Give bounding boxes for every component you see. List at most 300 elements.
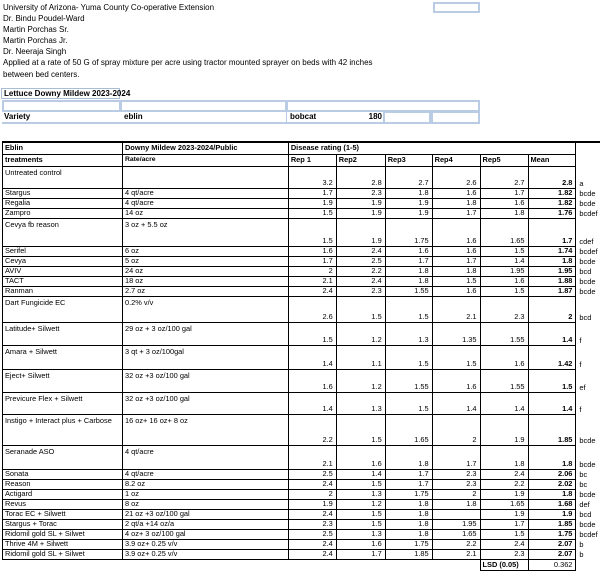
empty-cell-box (433, 2, 480, 13)
table-row (3, 256, 600, 266)
table-row (3, 188, 600, 198)
rep-cell: 2.4 (288, 549, 336, 559)
rep-cell: 1.7 (385, 469, 432, 479)
treatment-cell: Dart Fungicide EC (3, 296, 123, 322)
rep-cell: 1.6 (288, 246, 336, 256)
variety-row (2, 111, 480, 124)
rate-cell: 14 oz (122, 208, 288, 218)
stat-group-cell: bcd (579, 509, 592, 519)
rep-cell: 2.3 (336, 188, 385, 198)
rep-cell: 1.8 (385, 266, 432, 276)
table-row (3, 276, 600, 286)
treatment-cell: Seranade ASO (3, 445, 123, 469)
table-row (3, 166, 600, 188)
mean-cell: 1.85 (528, 414, 576, 445)
rep-cell: 2.3 (480, 549, 528, 559)
rep-cell: 1.1 (336, 345, 385, 369)
variety-value: 180 (368, 112, 382, 121)
rep-cell: 2.7 (385, 166, 432, 188)
col-header-rep4: Rep4 (432, 154, 480, 166)
rep-cell: 2.4 (480, 539, 528, 549)
treatment-cell: Reason (3, 479, 123, 489)
mean-cell: 1.4 (528, 392, 576, 414)
rep-cell: 1.5 (480, 286, 528, 296)
rep-cell: 1.5 (480, 246, 528, 256)
rep-cell: 1.55 (385, 369, 432, 392)
rep-cell: 1.4 (288, 345, 336, 369)
mean-cell: 2 (528, 296, 576, 322)
treatment-cell: Latitude+ Silwett (3, 322, 123, 345)
mean-cell: 1.8 (528, 445, 576, 469)
rep-cell: 2.5 (288, 529, 336, 539)
mean-cell: 1.4 (528, 322, 576, 345)
rep-cell: 1.6 (480, 345, 528, 369)
rate-cell: 5 oz (122, 256, 288, 266)
mean-cell: 1.75 (528, 529, 576, 539)
rep-cell: 1.7 (432, 256, 480, 266)
spacer-cell (3, 559, 481, 570)
rep-cell: 3.2 (288, 166, 336, 188)
rep-cell (432, 509, 480, 519)
rep-cell: 1.8 (432, 499, 480, 509)
stat-group-cell: bcdef (579, 208, 598, 218)
rate-cell: 0.2% v/v (122, 296, 288, 322)
rating-header-cell: Disease rating (1-5) (288, 142, 576, 154)
rate-cell: 21 oz +3 oz/100 gal (122, 509, 288, 519)
rep-cell: 1.9 (288, 499, 336, 509)
rep-cell: 2.5 (336, 256, 385, 266)
col-header-rep2: Rep2 (336, 154, 385, 166)
rep-cell: 2.4 (288, 479, 336, 489)
rep-cell: 2.4 (336, 276, 385, 286)
spacer-cell (576, 559, 600, 570)
rep-cell: 1.9 (288, 198, 336, 208)
rep-cell: 1.3 (336, 529, 385, 539)
rate-cell: 4 oz+ 3 oz/100 gal (122, 529, 288, 539)
rep-cell: 1.75 (385, 489, 432, 499)
table-row (3, 539, 600, 549)
rate-cell: 4 qt/acre (122, 445, 288, 469)
rep-cell: 1.55 (385, 286, 432, 296)
treatment-cell: Regalia (3, 198, 123, 208)
rep-cell: 1.5 (385, 296, 432, 322)
rep-cell: 1.5 (288, 218, 336, 246)
rep-cell: 1.6 (432, 286, 480, 296)
application-note-line: Applied at a rate of 50 G of spray mixture per acre using tractor mounted sprayer on beds with 42 inches (3, 58, 373, 68)
rep-cell: 2.1 (288, 276, 336, 286)
rep-cell: 1.6 (432, 246, 480, 256)
rep-cell: 1.5 (432, 276, 480, 286)
rep-cell: 2 (432, 489, 480, 499)
stat-group-cell: cdef (579, 236, 594, 246)
rep-cell: 1.75 (385, 539, 432, 549)
stat-group-cell: bcde (579, 459, 596, 469)
rep-cell: 1.7 (385, 256, 432, 266)
table-row (3, 198, 600, 208)
mean-cell: 1.85 (528, 519, 576, 529)
treatment-cell: Revus (3, 499, 123, 509)
table-row (3, 414, 600, 445)
table-row (3, 445, 600, 469)
rate-cell: 3.9 oz+ 0.25 v/v (122, 539, 288, 549)
rep-cell: 1.6 (480, 198, 528, 208)
stat-group-cell: bcde (579, 286, 596, 296)
mean-cell: 1.8 (528, 489, 576, 499)
empty-cell-box (431, 111, 480, 124)
table-row (3, 208, 600, 218)
col-header-rep5: Rep5 (480, 154, 528, 166)
rep-cell: 2.4 (336, 246, 385, 256)
treatment-cell: Zampro (3, 208, 123, 218)
rate-cell: 4 qt/acre (122, 188, 288, 198)
rep-cell: 1.6 (336, 539, 385, 549)
application-note-line: between bed centers. (3, 69, 80, 79)
stat-group-cell: bcde (579, 435, 596, 445)
table-row (3, 549, 600, 559)
stat-group-cell: bcdef (579, 529, 598, 539)
rep-cell: 2.5 (288, 469, 336, 479)
treatment-cell: TACT (3, 276, 123, 286)
stat-group-cell: bcde (579, 276, 596, 286)
mean-cell: 2.06 (528, 469, 576, 479)
rep-cell: 1.8 (432, 198, 480, 208)
rep-cell: 1.6 (385, 246, 432, 256)
rep-cell: 1.8 (480, 208, 528, 218)
rep-cell: 1.7 (336, 549, 385, 559)
rate-cell: 6 oz (122, 246, 288, 256)
treatment-cell: Cevya (3, 256, 123, 266)
mean-cell: 1.68 (528, 499, 576, 509)
stat-group-cell: bcde (579, 519, 596, 529)
rep-cell: 2.3 (480, 296, 528, 322)
author-line: Dr. Neeraja Singh (3, 47, 67, 57)
stat-group-cell: bcde (579, 188, 596, 198)
variety-name-1: eblin (124, 112, 143, 121)
rep-cell: 1.3 (336, 392, 385, 414)
rep-cell: 2.2 (480, 479, 528, 489)
rep-cell: 1.4 (480, 392, 528, 414)
treatment-cell: Actigard (3, 489, 123, 499)
rep-cell: 1.6 (432, 218, 480, 246)
rep-cell: 1.55 (480, 369, 528, 392)
rep-cell: 1.6 (432, 369, 480, 392)
mean-cell: 1.42 (528, 345, 576, 369)
rate-cell (122, 166, 288, 188)
mean-cell: 1.82 (528, 198, 576, 208)
stat-group-cell: bcdef (579, 246, 598, 256)
org-line: University of Arizona- Yuma County Co-operative Extension (3, 3, 215, 12)
rate-cell: 2.7 oz (122, 286, 288, 296)
rep-cell: 1.8 (385, 445, 432, 469)
header-text-block (3, 2, 373, 80)
stat-group-cell: f (579, 335, 582, 345)
table-row (3, 392, 600, 414)
rate-cell: 24 oz (122, 266, 288, 276)
table-row (3, 489, 600, 499)
table-row (3, 499, 600, 509)
rate-cell: 29 oz + 3 oz/100 gal (122, 322, 288, 345)
stat-group-cell: bc (579, 479, 588, 489)
rep-cell: 1.65 (480, 218, 528, 246)
rate-cell: 1 oz (122, 489, 288, 499)
rep-cell: 1.8 (480, 445, 528, 469)
rep-cell: 2.1 (288, 445, 336, 469)
stat-group-cell: bcde (579, 256, 596, 266)
table-row (3, 369, 600, 392)
rate-cell: 3 oz + 5.5 oz (122, 218, 288, 246)
treatment-cell: Amara + Silwett (3, 345, 123, 369)
treatment-cell: Stargus + Torac (3, 519, 123, 529)
rep-cell: 1.6 (432, 188, 480, 198)
table-row (3, 218, 600, 246)
rep-cell: 1.7 (432, 208, 480, 218)
treatment-cell: Torac EC + Silwett (3, 509, 123, 519)
treatment-cell: Instigo + Interact plus + Carbose (3, 414, 123, 445)
rep-cell: 1.5 (336, 519, 385, 529)
rate-cell: 4 qt/acre (122, 198, 288, 208)
mean-cell: 2.07 (528, 549, 576, 559)
rate-cell: 16 oz+ 16 oz+ 8 oz (122, 414, 288, 445)
rep-cell: 1.5 (336, 509, 385, 519)
treatment-cell: Thrive 4M + Silwett (3, 539, 123, 549)
rate-cell: 2 qt/a +14 oz/a (122, 519, 288, 529)
stat-group-cell: b (579, 539, 584, 549)
treatment-cell: Ridomil gold SL + Silwet (3, 529, 123, 539)
rep-cell: 2.4 (288, 286, 336, 296)
rep-cell: 1.4 (288, 392, 336, 414)
rate-cell: 3 qt + 3 oz/100gal (122, 345, 288, 369)
table-row (3, 529, 600, 539)
rate-cell: 3.9 oz+ 0.25 v/v (122, 549, 288, 559)
rep-cell: 1.9 (385, 208, 432, 218)
stat-group-cell: f (579, 404, 582, 414)
subtitle-cell: Downy Mildew 2023-2024/Public (122, 142, 288, 154)
col-header-mean: Mean (528, 154, 576, 166)
mean-cell: 1.88 (528, 276, 576, 286)
rep-cell: 2.3 (288, 519, 336, 529)
rep-cell: 1.7 (480, 519, 528, 529)
stat-group-cell: b (579, 549, 584, 559)
rate-cell: 32 oz +3 oz/100 gal (122, 392, 288, 414)
rep-cell: 1.9 (480, 489, 528, 499)
table-row (3, 469, 600, 479)
treatment-cell: Serifel (3, 246, 123, 256)
rep-cell: 1.65 (432, 529, 480, 539)
rep-cell: 1.5 (336, 414, 385, 445)
rep-cell: 1.65 (480, 499, 528, 509)
author-line: Martin Porchas Jr. (3, 36, 68, 46)
results-table (2, 141, 600, 571)
rep-cell: 1.3 (336, 489, 385, 499)
rep-cell: 2.4 (480, 469, 528, 479)
rep-cell: 1.7 (385, 479, 432, 489)
rep-cell: 1.5 (288, 208, 336, 218)
rep-cell: 1.6 (480, 276, 528, 286)
mean-cell: 1.9 (528, 509, 576, 519)
lsd-label-cell: LSD (0.05) (480, 559, 528, 570)
rep-cell: 2.7 (480, 166, 528, 188)
rate-cell: 8.2 oz (122, 479, 288, 489)
rep-cell: 2.3 (336, 286, 385, 296)
table-row (3, 246, 600, 256)
cell-divider (286, 111, 287, 122)
rep-cell: 2.1 (432, 296, 480, 322)
mean-cell: 1.76 (528, 208, 576, 218)
rate-cell: 18 oz (122, 276, 288, 286)
table-row (3, 296, 600, 322)
rep-cell: 1.7 (288, 188, 336, 198)
rep-cell: 2.2 (288, 414, 336, 445)
col-header-rep1: Rep 1 (288, 154, 336, 166)
rep-cell: 1.55 (480, 322, 528, 345)
mean-cell: 2.07 (528, 539, 576, 549)
rep-cell: 1.8 (385, 509, 432, 519)
stat-group-cell: def (579, 499, 590, 509)
spacer-cell (576, 154, 600, 166)
rate-cell: 32 oz +3 oz/100 gal (122, 369, 288, 392)
spacer-cell (576, 142, 600, 154)
rep-cell: 1.9 (480, 414, 528, 445)
table-row (3, 266, 600, 276)
col-header-rep3: Rep3 (385, 154, 432, 166)
rep-cell: 2.1 (432, 549, 480, 559)
stat-group-cell: ef (579, 382, 586, 392)
rep-cell: 1.4 (480, 256, 528, 266)
author-line: Martin Porchas Sr. (3, 25, 69, 35)
rep-cell: 1.6 (288, 369, 336, 392)
treatment-cell: Untreated control (3, 166, 123, 188)
author-line: Dr. Bindu Poudel-Ward (3, 14, 85, 24)
rep-cell: 2.4 (288, 539, 336, 549)
rep-cell: 2.3 (432, 469, 480, 479)
column-header-row (3, 154, 600, 166)
stat-group-cell: bcde (579, 489, 596, 499)
rep-cell: 1.8 (432, 266, 480, 276)
rep-cell: 1.2 (336, 499, 385, 509)
rep-cell: 1.75 (385, 218, 432, 246)
rep-cell: 1.8 (385, 188, 432, 198)
rep-cell: 1.7 (480, 188, 528, 198)
stat-group-cell: f (579, 359, 582, 369)
rep-cell: 1.9 (480, 509, 528, 519)
treatment-cell: Stargus (3, 188, 123, 198)
table-row (3, 322, 600, 345)
rep-cell: 1.9 (336, 208, 385, 218)
treatment-cell: Cevya fb reason (3, 218, 123, 246)
table-row (3, 479, 600, 489)
stat-group-cell: bcd (579, 266, 592, 276)
rep-cell: 1.8 (385, 529, 432, 539)
rep-cell: 2.6 (288, 296, 336, 322)
variety-label: Variety (4, 112, 31, 121)
rep-cell: 1.95 (432, 519, 480, 529)
rep-cell: 2.2 (336, 266, 385, 276)
table-title-row (3, 142, 600, 154)
treatment-cell: AVIV (3, 266, 123, 276)
mean-cell: 1.74 (528, 246, 576, 256)
mean-cell: 1.95 (528, 266, 576, 276)
rep-cell: 1.7 (288, 256, 336, 266)
corner-cell: Eblin (3, 142, 123, 154)
rep-cell: 1.8 (385, 519, 432, 529)
stat-group-cell: bc (579, 469, 588, 479)
treatment-cell: Ranman (3, 286, 123, 296)
empty-cell-box (383, 111, 431, 124)
rep-cell: 1.2 (336, 369, 385, 392)
mean-cell: 2.8 (528, 166, 576, 188)
rep-cell: 2.2 (432, 539, 480, 549)
stat-group-cell: bcde (579, 198, 596, 208)
rep-cell: 1.4 (336, 469, 385, 479)
rep-cell: 1.8 (385, 276, 432, 286)
rep-cell: 1.65 (385, 414, 432, 445)
table-row (3, 509, 600, 519)
mean-cell: 1.8 (528, 256, 576, 266)
rep-cell: 1.9 (336, 218, 385, 246)
rep-cell: 1.4 (432, 392, 480, 414)
rep-cell: 1.5 (288, 322, 336, 345)
lsd-value-cell: 0.362 (528, 559, 576, 570)
table-row (3, 519, 600, 529)
rep-cell: 1.5 (480, 529, 528, 539)
rep-cell: 2.3 (432, 479, 480, 489)
rep-cell: 1.5 (336, 296, 385, 322)
rate-cell: 8 oz (122, 499, 288, 509)
stat-group-cell: a (579, 178, 584, 188)
rep-cell: 2.6 (432, 166, 480, 188)
rep-cell: 1.5 (385, 392, 432, 414)
lsd-row (3, 559, 600, 570)
rep-cell: 1.5 (432, 345, 480, 369)
mean-cell: 2.02 (528, 479, 576, 489)
rep-cell: 1.2 (336, 322, 385, 345)
treatment-cell: Eject+ Silwett (3, 369, 123, 392)
rep-cell: 1.5 (336, 479, 385, 489)
rep-cell: 1.3 (385, 322, 432, 345)
mean-cell: 1.7 (528, 218, 576, 246)
rep-cell: 2 (432, 414, 480, 445)
rep-cell: 1.9 (336, 198, 385, 208)
table-row (3, 345, 600, 369)
stat-group-cell: bcd (579, 312, 592, 322)
variety-name-2: bobcat (290, 112, 317, 121)
col-header-treatments: treatments (3, 154, 123, 166)
rep-cell: 2.8 (336, 166, 385, 188)
treatment-cell: Sonata (3, 469, 123, 479)
mean-cell: 1.5 (528, 369, 576, 392)
trial-title-box (1, 88, 131, 99)
rep-cell: 1.95 (480, 266, 528, 276)
mean-cell: 1.82 (528, 188, 576, 198)
mean-cell: 1.87 (528, 286, 576, 296)
col-header-rate: Rate/acre (122, 154, 288, 166)
rep-cell: 2 (288, 266, 336, 276)
rep-cell: 1.5 (385, 345, 432, 369)
rep-cell: 1.7 (432, 445, 480, 469)
rep-cell: 1.9 (385, 198, 432, 208)
trial-title: Lettuce Downy Mildew 2023-2024 (4, 89, 131, 98)
rep-cell: 1.85 (385, 549, 432, 559)
table-row (3, 286, 600, 296)
treatment-cell: Ridomil gold SL + Silwet (3, 549, 123, 559)
rate-cell: 4 qt/acre (122, 469, 288, 479)
rep-cell: 2.4 (288, 509, 336, 519)
rep-cell: 1.35 (432, 322, 480, 345)
rep-cell: 1.8 (385, 499, 432, 509)
rep-cell: 1.6 (336, 445, 385, 469)
rep-cell: 2 (288, 489, 336, 499)
treatment-cell: Previcure Flex + Silwett (3, 392, 123, 414)
